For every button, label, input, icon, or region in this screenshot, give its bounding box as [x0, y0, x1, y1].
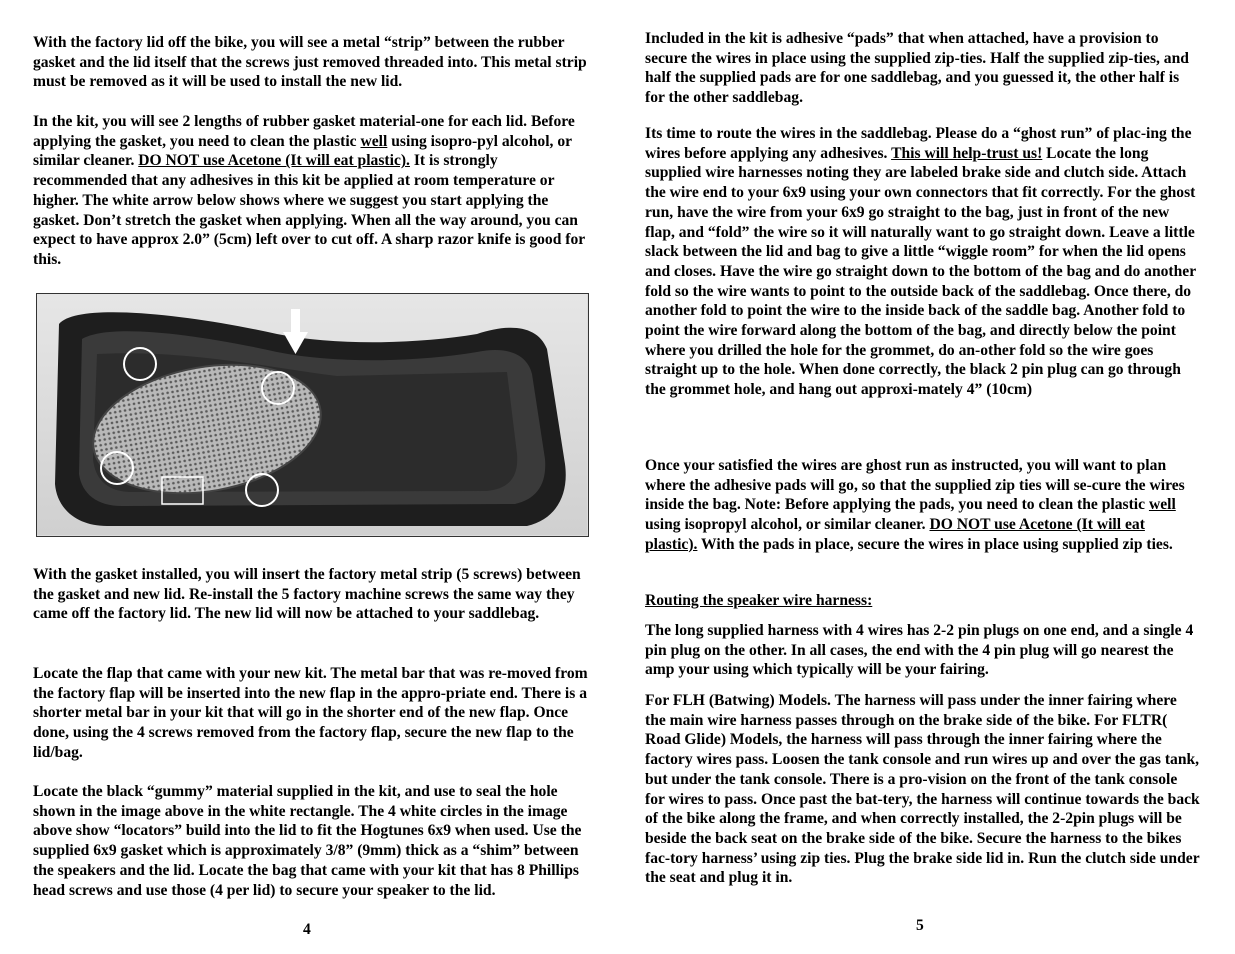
saddlebag-lid-photo: [36, 293, 589, 537]
text-run: For FLH (Batwing) Models. The harness will pass under the inner fairing where the main wire harness passes through on the brake side of the bike. For FLTR( Road Glide) Models, the harness will pass through the inner fairing where the factory wires pass. Loosen the tank console and run wires up and over the gas tank, but under the tank console. There is a pro-vision on the front of the tank console for wires to pass. Once past the bat-tery, the harness will continue towards the back of the bike along the frame, and when correctly installed, the 2-2pin plugs will be beside the back seat on the brake side of the bike. Secure the harness to the bikes fac-tory harness’ using zip ties. Plug the brake side lid in. Run the clutch side under the seat and plug it in.: [645, 692, 1200, 887]
text-run: With the gasket installed, you will insert the factory metal strip (5 screws) between the gasket and new lid. Re-install the 5 factory machine screws the same way they came off the factory lid. The new lid will now be attached to your saddlebag.: [33, 566, 581, 623]
text-run: Locate the flap that came with your new kit. The metal bar that was re-moved from the factory flap will be inserted into the new flap in the appro-priate end. There is a shorter metal bar in your kit that will go in the shorter end of the new flap. Once done, using the 4 screws removed from the factory flap, secure the new flap to the lid/bag.: [33, 665, 588, 761]
right-paragraph: [645, 124, 1200, 400]
text-run: The long supplied harness with 4 wires has 2-2 pin plugs on one end, and a single 4 pin plug on the other. In all cases, the end with the 4 pin plug will go nearest the amp your using which typically will be your fairing.: [645, 622, 1194, 679]
section-heading: [645, 591, 1200, 611]
text-run: With the pads in place, secure the wires in place using supplied zip ties.: [697, 535, 1173, 553]
underlined-text: DO NOT use Acetone (It will eat plastic).: [138, 152, 410, 170]
right-paragraph: [645, 691, 1200, 888]
text-run: It is strongly recommended that any adhesives in this kit be applied at room temperature or higher. The white arrow below shows where we suggest you start applying the gasket. Don’t stretch the gasket when applying. When all the way around, you can expect to have approx 2.0” (5cm) left over to cut off. A sharp razor knife is good for this.: [33, 152, 585, 268]
text-run: Locate the long supplied wire harnesses noting they are labeled brake side and clutch side. Attach the wire end to your 6x9 using your own connectors that fit correctly. For the ghost run, have the wire from your 6x9 go straight to the bag, just in front of the new flap, and “fold” the wire so it will naturally want to go straight down. Leave a little slack between the lid and bag to give a little “wiggle room” for when the lid opens and closes. Have the wire go straight down to the bottom of the bag and do another fold so the wire wants to point to the outside back of the saddlebag. Once there, do another fold to point the wire to the inside back of the saddle bag. Another fold to point the wire forward along the bottom of the bag, and directly below the point where you drilled the hole for the grommet, do an-other fold so the wire goes straight up to the hole. When done correctly, the black 2 pin plug can go through the grommet hole, and hang out approxi-mately 4” (10cm): [645, 144, 1196, 399]
underlined-text: This will help-trust us!: [891, 144, 1043, 162]
lid-illustration: [37, 294, 587, 535]
text-run: In the kit, you will see 2 lengths of rubber gasket material-one for each lid. Before applying the gasket, you need to clean the plastic: [33, 113, 575, 150]
underlined-text: well: [1148, 496, 1176, 514]
text-run: using isopro-pyl alcohol, or similar cleaner.: [33, 132, 572, 170]
left-paragraph: [33, 565, 588, 624]
right-paragraph: [645, 456, 1200, 555]
underlined-text: DO NOT use Acetone (It will eat plastic).: [645, 516, 1145, 553]
page-number-right: 5: [916, 917, 924, 934]
right-paragraph: [645, 621, 1200, 680]
left-paragraph: [33, 782, 588, 900]
left-paragraph: [33, 664, 588, 763]
underlined-text: well: [360, 132, 388, 150]
left-paragraph: [33, 33, 588, 92]
page-number-left: 4: [303, 921, 311, 938]
text-run: With the factory lid off the bike, you will see a metal “strip” between the rubber gasket and the lid itself that the screws just removed threaded into. This metal strip must be removed as it will be used to install the new lid.: [33, 34, 587, 91]
text-run: Once your satisfied the wires are ghost run as instructed, you will want to plan where the adhesive pads will go, so that the supplied zip ties will se-cure the wires inside the bag. Note: Before applying the pads, you need to clean the plastic: [645, 457, 1185, 514]
text-run: using isopropyl alcohol, or similar cleaner.: [645, 516, 930, 534]
text-run: Locate the black “gummy” material supplied in the kit, and use to seal the hole shown in the image above in the white rectangle. The 4 white circles in the image above show “locators” build into the lid to fit the Hogtunes 6x9 when used. Use the supplied 6x9 gasket which is approximately 3/8” (9mm) thick as a “shim” between the speakers and the lid. Locate the bag that came with your kit that has 8 Phillips head screws and use those (4 per lid) to secure your speaker to the lid.: [33, 783, 582, 899]
right-paragraph: [645, 29, 1200, 108]
text-run: Included in the kit is adhesive “pads” that when attached, have a provision to secure the wires in place using the supplied zip-ties. Half the supplied zip-ties, and half the supplied pads are for one saddlebag, and you guessed it, the other half is for the other saddlebag.: [645, 30, 1189, 107]
underlined-text: Routing the speaker wire harness:: [645, 592, 873, 609]
left-paragraph: [33, 112, 588, 270]
text-run: Its time to route the wires in the saddlebag. Please do a “ghost run” of plac-ing the wires before applying any adhesives.: [645, 125, 1192, 162]
